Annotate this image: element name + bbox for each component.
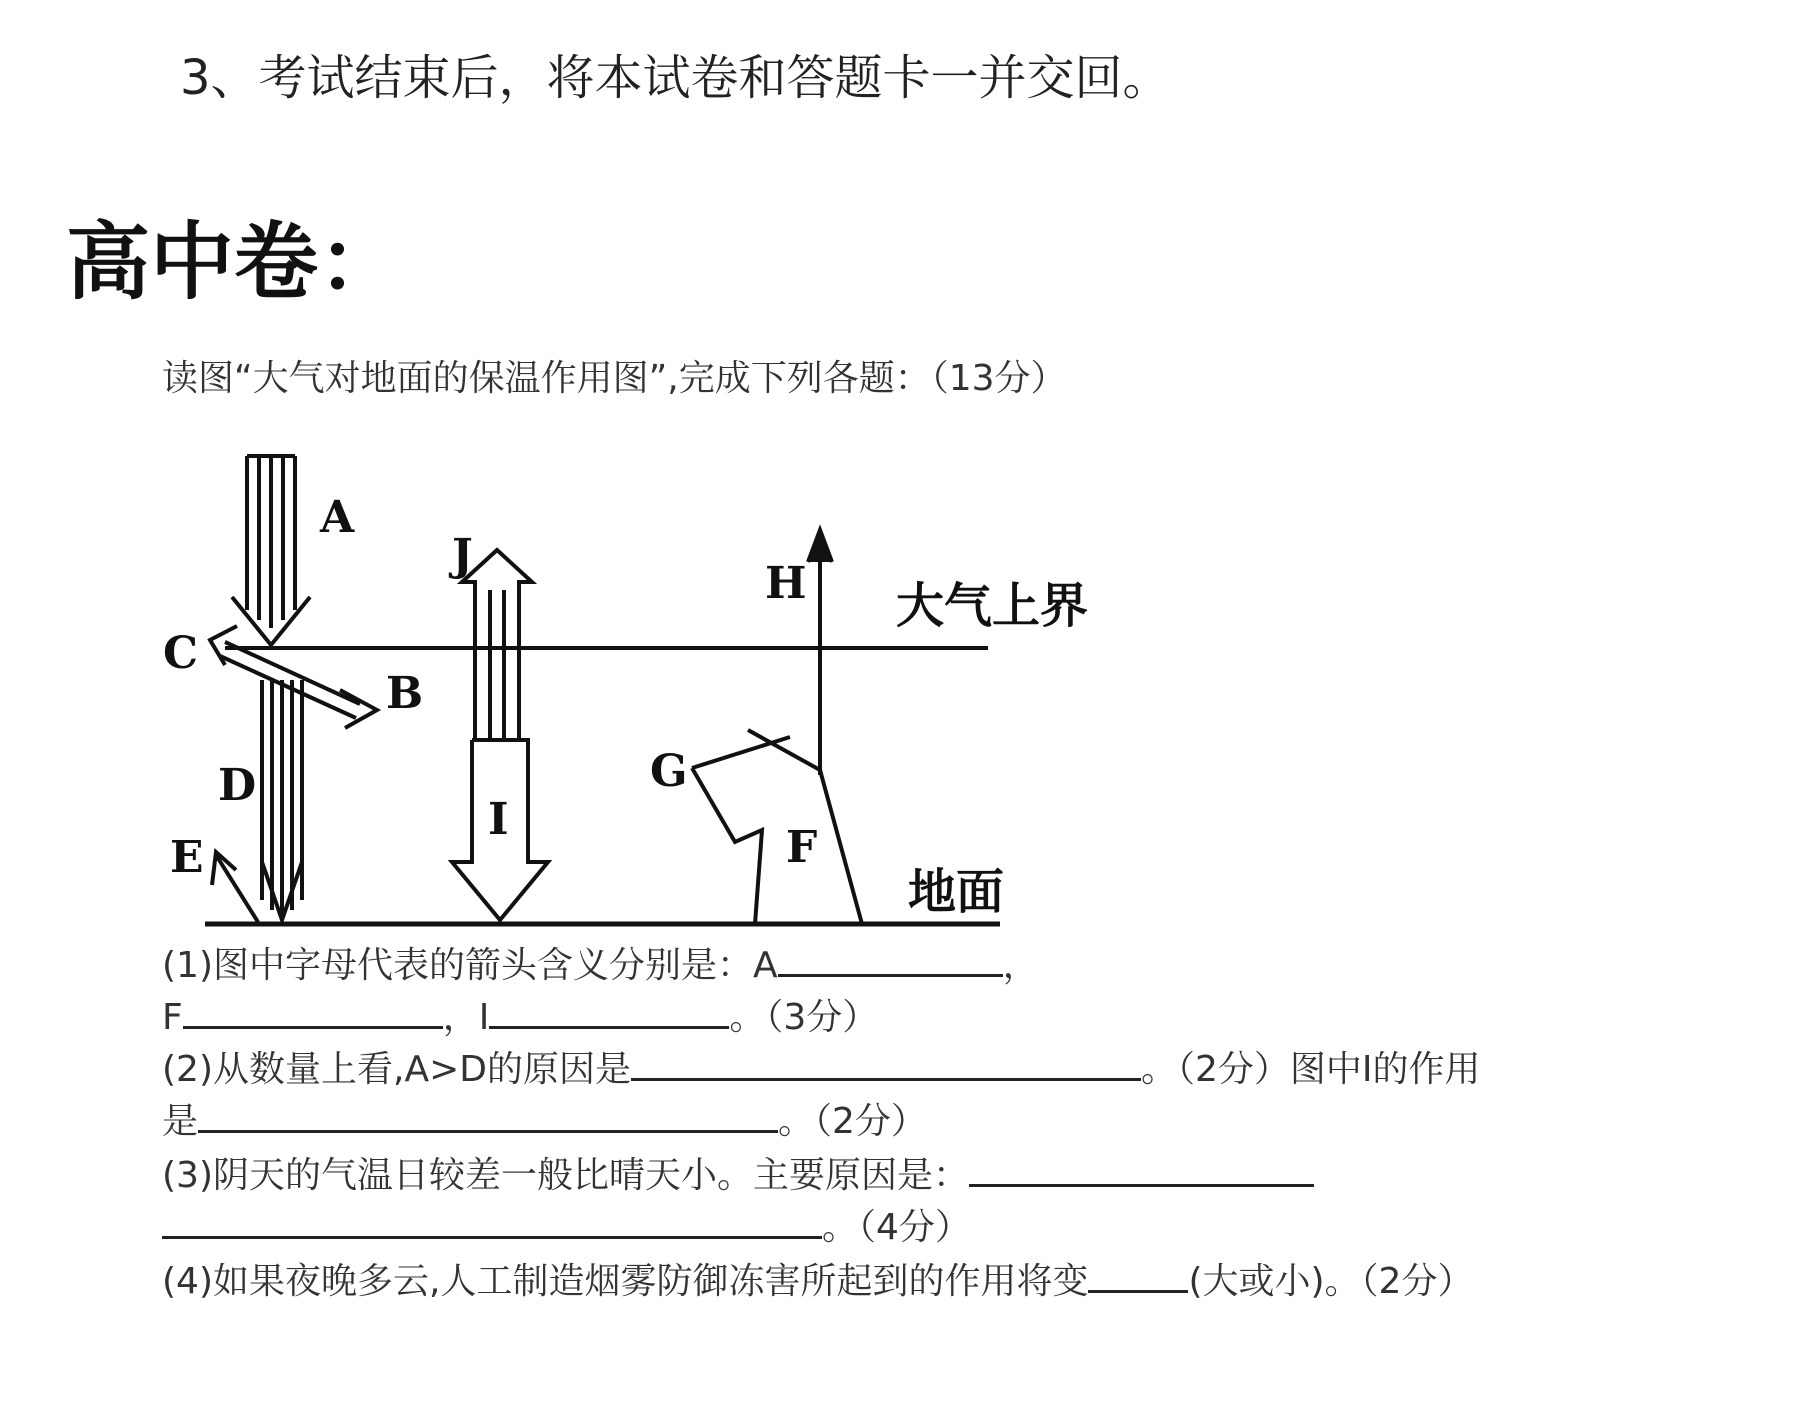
q1-line1 [162, 940, 1039, 989]
q4-text-a: (4)如果夜晚多云,人工制造烟雾防御冻害所起到的作用将变 [162, 1261, 1089, 1302]
q2-blank-b[interactable] [198, 1096, 778, 1133]
label-j: J [452, 530, 473, 581]
q1-blank-f[interactable] [183, 992, 443, 1029]
arrow-d [262, 680, 302, 920]
section-title: 高中卷： [66, 213, 403, 311]
ground-label: 地面 [908, 864, 1005, 920]
upper-boundary-label: 大气上界 [896, 578, 1089, 634]
q4-text-b: (大或小)。（2分） [1188, 1261, 1474, 1302]
q1-line2 [162, 992, 878, 1041]
q3-blank-b[interactable] [162, 1202, 822, 1239]
arrow-h [808, 530, 832, 775]
q4-blank[interactable] [1088, 1256, 1188, 1293]
arrow-f-g [692, 730, 862, 924]
q3-text-end: 。（4分） [822, 1207, 971, 1248]
label-d: D [218, 760, 257, 811]
arrow-a [232, 456, 310, 645]
label-c: C [163, 628, 199, 679]
label-e: E [170, 832, 204, 883]
q1-blank-a[interactable] [778, 940, 1003, 977]
label-h: H [765, 558, 807, 609]
arrow-e [212, 852, 258, 922]
q2-line1 [162, 1044, 1480, 1093]
q2-text-a: (2)从数量上看,A>D的原因是 [162, 1049, 631, 1090]
q4-line1 [162, 1256, 1473, 1305]
label-i: I [488, 794, 509, 845]
label-a: A [320, 492, 355, 543]
q2-text-c: 是 [162, 1101, 199, 1142]
question-intro: 读图“大气对地面的保温作用图”,完成下列各题：（13分） [162, 358, 1067, 399]
q2-text-b: 。（2分）图中I的作用 [1140, 1049, 1481, 1090]
q2-line2 [162, 1096, 927, 1145]
q3-blank-a[interactable] [969, 1150, 1314, 1187]
q1-text-a: (1)图中字母代表的箭头含义分别是：A [162, 945, 778, 986]
q1-text-f: F [162, 997, 183, 1038]
label-g: G [650, 746, 688, 797]
exam-instruction-note: 3、考试结束后，将本试卷和答题卡一并交回。 [180, 50, 1171, 106]
q1-text-i: ，I [442, 997, 490, 1038]
q3-line1 [162, 1150, 1314, 1199]
q2-text-end: 。（2分） [778, 1101, 927, 1142]
q3-line2 [162, 1202, 971, 1251]
q2-blank-a[interactable] [631, 1044, 1141, 1081]
q1-text-end: 。（3分） [729, 997, 879, 1038]
label-f: F [786, 822, 818, 873]
q1-blank-i[interactable] [489, 992, 729, 1029]
label-b: B [386, 668, 424, 719]
q1-text-comma: ， [1002, 945, 1039, 986]
q3-text-a: (3)阴天的气温日较差一般比晴天小。主要原因是： [162, 1155, 969, 1196]
